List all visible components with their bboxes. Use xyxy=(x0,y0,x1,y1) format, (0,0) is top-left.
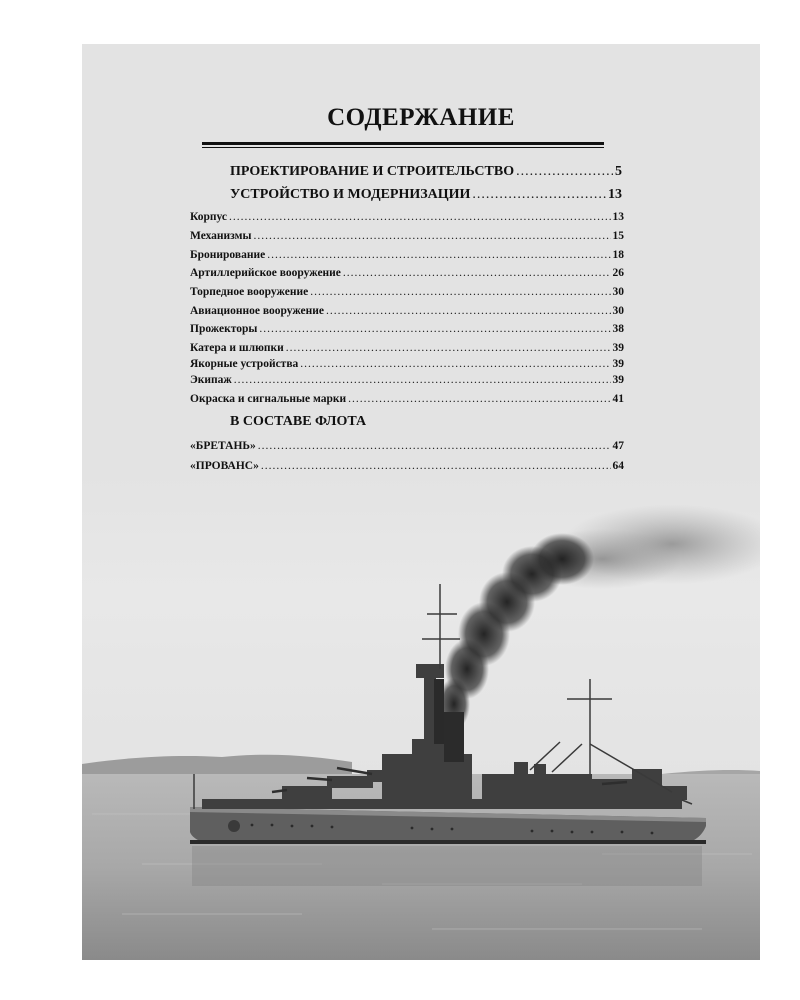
toc-entry-boats xyxy=(190,342,624,354)
toc-entry-artillery xyxy=(190,267,624,279)
toc-entry-label: УСТРОЙСТВО И МОДЕРНИЗАЦИИ xyxy=(230,187,471,202)
toc-entry-crew xyxy=(190,374,624,386)
ship-reflection xyxy=(192,846,702,886)
toc-entry-page: 41 xyxy=(612,393,624,405)
toc-entry-page: 26 xyxy=(612,267,624,279)
leader-dots xyxy=(267,249,610,261)
leader-dots xyxy=(310,286,610,298)
toc-entry-label: Прожекторы xyxy=(190,323,258,335)
toc-entry-page: 30 xyxy=(612,286,624,298)
heading-rule-thin xyxy=(202,147,604,148)
toc-entry-torpedo xyxy=(190,286,624,298)
toc-entry-label: Авиационное вооружение xyxy=(190,305,324,317)
toc-entry-label: Торпедное вооружение xyxy=(190,286,309,298)
toc-entry-aviation xyxy=(190,305,624,317)
toc-entry-page: 39 xyxy=(612,342,624,354)
toc-entry-label: ПРОЕКТИРОВАНИЕ И СТРОИТЕЛЬСТВО xyxy=(230,164,515,179)
leader-dots xyxy=(472,187,606,203)
leader-dots xyxy=(343,267,611,279)
toc-entry-page: 5 xyxy=(615,164,622,179)
toc-entry-label: Окраска и сигнальные марки xyxy=(190,393,347,405)
toc-entry-construction xyxy=(230,187,622,203)
leader-dots xyxy=(286,342,611,354)
leader-dots xyxy=(300,358,610,370)
toc-entry-label: Катера и шлюпки xyxy=(190,342,284,354)
book-page xyxy=(82,44,760,960)
toc-entry-anchors xyxy=(190,358,624,370)
leader-dots xyxy=(258,440,611,452)
section-title-fleet: В СОСТАВЕ ФЛОТА xyxy=(230,414,367,429)
toc-entry-label: Корпус xyxy=(190,211,228,223)
toc-entry-page: 30 xyxy=(612,305,624,317)
toc-entry-label: «ПРОВАНС» xyxy=(190,460,259,472)
leader-dots xyxy=(326,305,611,317)
toc-entry-label: «БРЕТАНЬ» xyxy=(190,440,256,452)
toc-entry-page: 15 xyxy=(612,230,624,242)
toc-entry-design xyxy=(230,164,622,180)
toc-entry-page: 13 xyxy=(608,187,622,202)
leader-dots xyxy=(234,374,611,386)
toc-entry-page: 39 xyxy=(612,358,624,370)
heading-rule-thick xyxy=(202,142,604,145)
toc-entry-page: 64 xyxy=(612,460,624,472)
toc-entry-provence xyxy=(190,460,624,472)
toc-entry-page: 38 xyxy=(612,323,624,335)
leader-dots xyxy=(229,211,610,223)
toc-entry-label: Экипаж xyxy=(190,374,232,386)
toc-entry-page: 18 xyxy=(612,249,624,261)
battleship-photo xyxy=(82,474,760,960)
toc-entry-label: Артиллерийское вооружение xyxy=(190,267,341,279)
toc-entry-hull xyxy=(190,211,624,223)
toc-entry-label: Бронирование xyxy=(190,249,266,261)
leader-dots xyxy=(348,393,610,405)
toc-entry-page: 47 xyxy=(612,440,624,452)
toc-entry-armor xyxy=(190,249,624,261)
toc-entry-painting xyxy=(190,393,624,405)
toc-entry-searchlights xyxy=(190,323,624,335)
leader-dots xyxy=(261,460,611,472)
bow-crest xyxy=(228,820,240,832)
toc-heading: СОДЕРЖАНИЕ xyxy=(327,104,515,131)
toc-entry-page: 39 xyxy=(612,374,624,386)
toc-entry-page: 13 xyxy=(612,211,624,223)
leader-dots xyxy=(516,164,613,180)
toc-entry-bretagne xyxy=(190,440,624,452)
leader-dots xyxy=(259,323,610,335)
leader-dots xyxy=(253,230,610,242)
toc-entry-machinery xyxy=(190,230,624,242)
toc-entry-label: Механизмы xyxy=(190,230,252,242)
toc-entry-label: Якорные устройства xyxy=(190,358,299,370)
